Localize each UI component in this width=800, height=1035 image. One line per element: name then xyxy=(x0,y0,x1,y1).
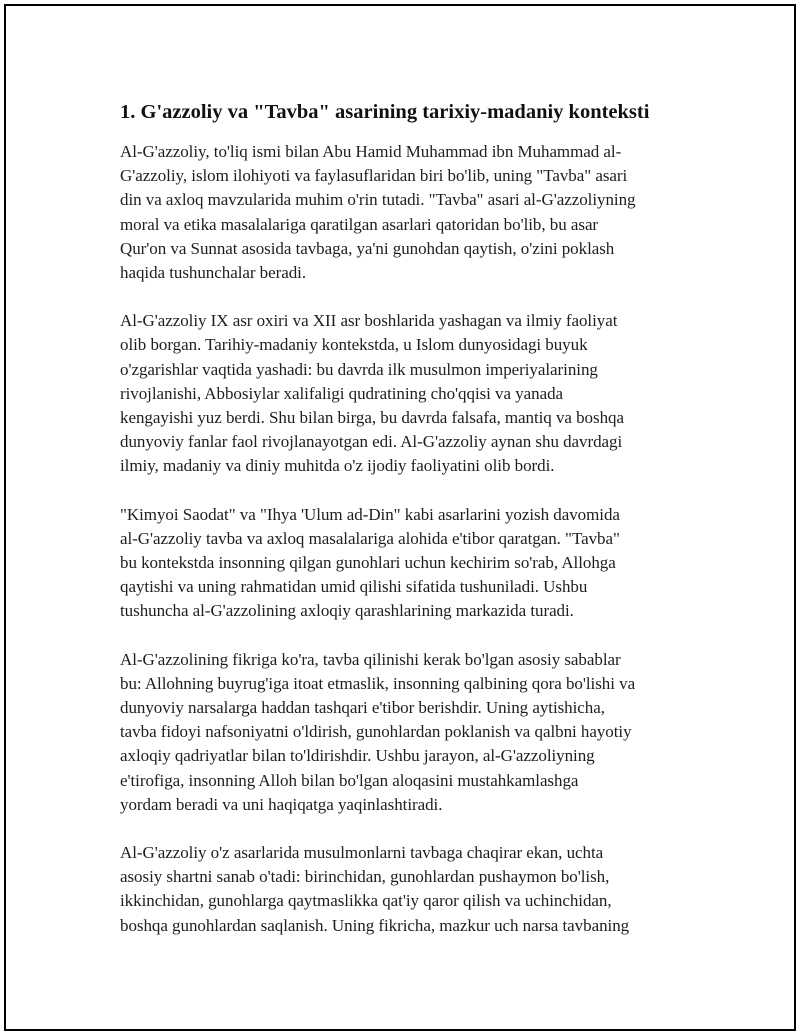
paragraph-line: Al-G'azzoliy o'z asarlarida musulmonlarni tavbaga chaqirar ekan, uchta xyxy=(120,843,604,863)
paragraph-line: al-G'azzoliy tavba va axloq masalalariga alohida e'tibor qaratgan. "Tavba" xyxy=(120,528,620,548)
paragraph-line: olib borgan. Tarihiy-madaniy kontekstda, u Islom dunyosidagi buyuk xyxy=(120,335,588,355)
paragraph-line: tavba fidoyi nafsoniyatni o'ldirish, gunohlardan poklanish va qalbni hayotiy xyxy=(120,722,632,742)
paragraph-line: qaytishi va uning rahmatidan umid qilishi sifatida tushuniladi. Ushbu xyxy=(120,577,588,597)
paragraph-list xyxy=(120,140,692,938)
paragraph-line: o'zgarishlar vaqtida yashadi: bu davrda ilk musulmon imperiyalarining xyxy=(120,359,598,379)
document-body xyxy=(120,98,692,962)
paragraph-line: rivojlanishi, Abbosiylar xalifaligi qudratining cho'qqisi va yanada xyxy=(120,383,564,403)
paragraph xyxy=(120,140,692,285)
paragraph-line: yordam beradi va uni haqiqatga yaqinlashtiradi. xyxy=(120,794,443,814)
paragraph xyxy=(120,309,692,478)
paragraph-line: "Kimyoi Saodat" va "Ihya 'Ulum ad-Din" kabi asarlarini yozish davomida xyxy=(120,504,620,524)
paragraph-line: din va axloq mavzularida muhim o'rin tutadi. "Tavba" asari al-G'azzoliyning xyxy=(120,190,636,210)
paragraph-line: bu kontekstda insonning qilgan gunohlari uchun kechirim so'rab, Allohga xyxy=(120,553,616,573)
paragraph-line: moral va etika masalalariga qaratilgan asarlari qatoridan bo'lib, bu asar xyxy=(120,214,599,234)
paragraph-line: Al-G'azzolining fikriga ko'ra, tavba qilinishi kerak bo'lgan asosiy sabablar xyxy=(120,649,621,669)
paragraph-line: boshqa gunohlardan saqlanish. Uning fikricha, mazkur uch narsa tavbaning xyxy=(120,915,630,935)
paragraph-line: ilmiy, madaniy va diniy muhitda o'z ijodiy faoliyatini olib bordi. xyxy=(120,456,555,476)
paragraph-line: dunyoviy narsalarga haddan tashqari e'tibor berishdir. Uning aytishicha, xyxy=(120,698,605,718)
paragraph-line: ikkinchidan, gunohlarga qaytmaslikka qat'iy qaror qilish va uchinchidan, xyxy=(120,891,612,911)
paragraph-line: e'tirofiga, insonning Alloh bilan bo'lgan aloqasini mustahkamlashga xyxy=(120,770,579,790)
paragraph-line: asosiy shartni sanab o'tadi: birinchidan, gunohlardan pushaymon bo'lish, xyxy=(120,867,610,887)
paragraph-line: Qur'on va Sunnat asosida tavbaga, ya'ni gunohdan qaytish, o'zini poklash xyxy=(120,238,615,258)
paragraph-line: axloqiy qadriyatlar bilan to'ldirishdir. Ushbu jarayon, al-G'azzoliyning xyxy=(120,746,595,766)
paragraph xyxy=(120,503,692,624)
paragraph-line: haqida tushunchalar beradi. xyxy=(120,263,307,283)
paragraph-line: Al-G'azzoliy, to'liq ismi bilan Abu Hamid Muhammad ibn Muhammad al- xyxy=(120,142,622,161)
paragraph-line: bu: Allohning buyrug'iga itoat etmaslik, insonning qalbining qora bo'lishi va xyxy=(120,673,636,693)
document-page xyxy=(4,4,796,1031)
paragraph xyxy=(120,648,692,817)
paragraph-line: dunyoviy fanlar faol rivojlanayotgan edi. Al-G'azzoliy aynan shu davrdagi xyxy=(120,432,623,452)
paragraph xyxy=(120,841,692,938)
paragraph-line: tushuncha al-G'azzolining axloqiy qarashlarining markazida turadi. xyxy=(120,601,574,621)
paragraph-line: kengayishi yuz berdi. Shu bilan birga, bu davrda falsafa, mantiq va boshqa xyxy=(120,408,624,428)
paragraph-line: Al-G'azzoliy IX asr oxiri va XII asr boshlarida yashagan va ilmiy faoliyat xyxy=(120,311,618,331)
paragraph-line: G'azzoliy, islom ilohiyoti va faylasuflaridan biri bo'lib, uning "Tavba" asari xyxy=(120,166,628,186)
section-title: 1. G'azzoliy va "Tavba" asarining tarixiy-madaniy konteksti xyxy=(120,101,650,123)
